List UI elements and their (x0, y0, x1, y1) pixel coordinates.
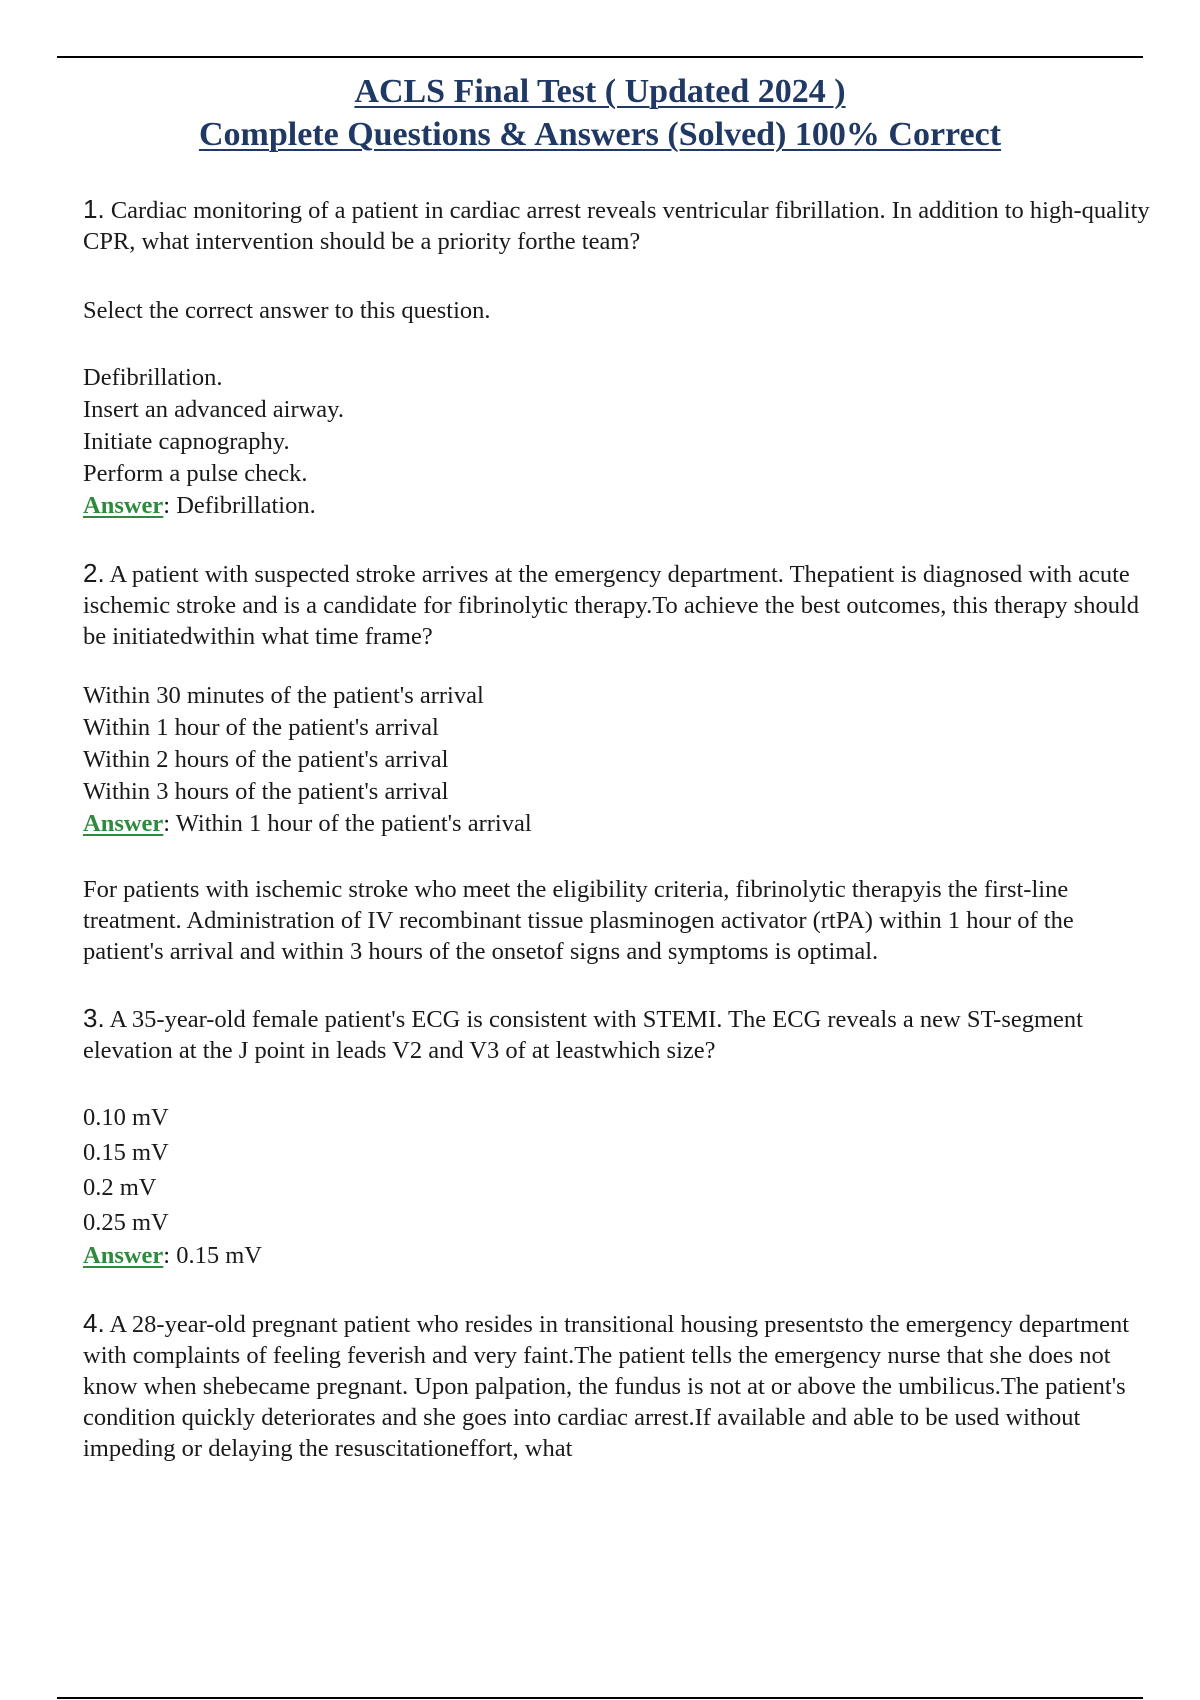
option: Perform a pulse check. (83, 460, 308, 487)
question-4 (83, 1308, 1153, 1464)
question-1 (83, 194, 1153, 522)
option: 0.2 mV (83, 1174, 157, 1201)
answer-label: Answer (83, 1242, 164, 1269)
question-2-explanation: For patients with ischemic stroke who meet the eligibility criteria, fibrinolytic therapyis the first-line treatment. Administration of IV recombinant tissue plasminogen activator (rtPA) within 1 hour of the patient's arrival and within 3 hours of the onsetof signs and symptoms is optimal. (83, 876, 1074, 965)
title-line-1: ACLS Final Test ( Updated 2024 ) (354, 73, 846, 110)
question-number: 4. (83, 1308, 105, 1338)
question-1-options (83, 362, 1153, 490)
option: 0.15 mV (83, 1139, 169, 1166)
question-1-text (83, 194, 1153, 257)
question-2 (83, 558, 1153, 967)
question-3 (83, 1003, 1153, 1272)
question-4-text (83, 1308, 1153, 1464)
question-2-answer (83, 808, 1153, 840)
question-number: 2. (83, 558, 105, 588)
question-number: 3. (83, 1003, 105, 1033)
option: Within 1 hour of the patient's arrival (83, 714, 439, 741)
answer-value: : Within 1 hour of the patient's arrival (163, 810, 532, 837)
question-2-text (83, 558, 1153, 652)
answer-value: : Defibrillation. (163, 492, 316, 519)
question-stem: A 35-year-old female patient's ECG is consistent with STEMI. The ECG reveals a new ST-segment elevation at the J point in leads V2 and V3 of at leastwhich size? (83, 1006, 1083, 1064)
answer-value: : 0.15 mV (163, 1242, 262, 1269)
bottom-rule (57, 1697, 1143, 1699)
question-2-options (83, 680, 1153, 808)
option: Within 3 hours of the patient's arrival (83, 778, 449, 805)
question-3-options (83, 1100, 1153, 1240)
document-body (83, 194, 1153, 1464)
question-stem: A patient with suspected stroke arrives at the emergency department. Thepatient is diagnosed with acute ischemic stroke and is a candidate for fibrinolytic therapy.To achieve the best outcomes, this therapy should be initiatedwithin what time frame? (83, 561, 1140, 650)
question-number: 1. (83, 194, 105, 224)
option: 0.25 mV (83, 1209, 169, 1236)
question-stem: Cardiac monitoring of a patient in cardiac arrest reveals ventricular fibrillation. In addition to high-quality CPR, what intervention should be a priority forthe team? (83, 197, 1150, 255)
option: Defibrillation. (83, 364, 223, 391)
title-line-2: Complete Questions & Answers (Solved) 100% Correct (198, 116, 1002, 153)
question-3-text (83, 1003, 1153, 1066)
option: Within 30 minutes of the patient's arrival (83, 682, 484, 709)
document-title (0, 70, 1200, 156)
option: Initiate capnography. (83, 428, 290, 455)
answer-label: Answer (83, 810, 164, 837)
question-3-answer (83, 1240, 1153, 1272)
option: Within 2 hours of the patient's arrival (83, 746, 449, 773)
question-stem: A 28-year-old pregnant patient who resides in transitional housing presentsto the emergency department with complaints of feeling feverish and very faint.The patient tells the emergency nurse that she does not know when shebecame pregnant. Upon palpation, the fundus is not at or above the umbilicus.The patient's condition quickly deteriorates and she goes into cardiac arrest.If available and able to be used without impeding or delaying the resuscitationeffort, what (83, 1311, 1130, 1462)
answer-label: Answer (83, 492, 164, 519)
option: Insert an advanced airway. (83, 396, 344, 423)
top-rule (57, 56, 1143, 58)
question-1-prompt: Select the correct answer to this question. (83, 297, 491, 324)
option: 0.10 mV (83, 1104, 169, 1131)
question-1-answer (83, 490, 1153, 522)
